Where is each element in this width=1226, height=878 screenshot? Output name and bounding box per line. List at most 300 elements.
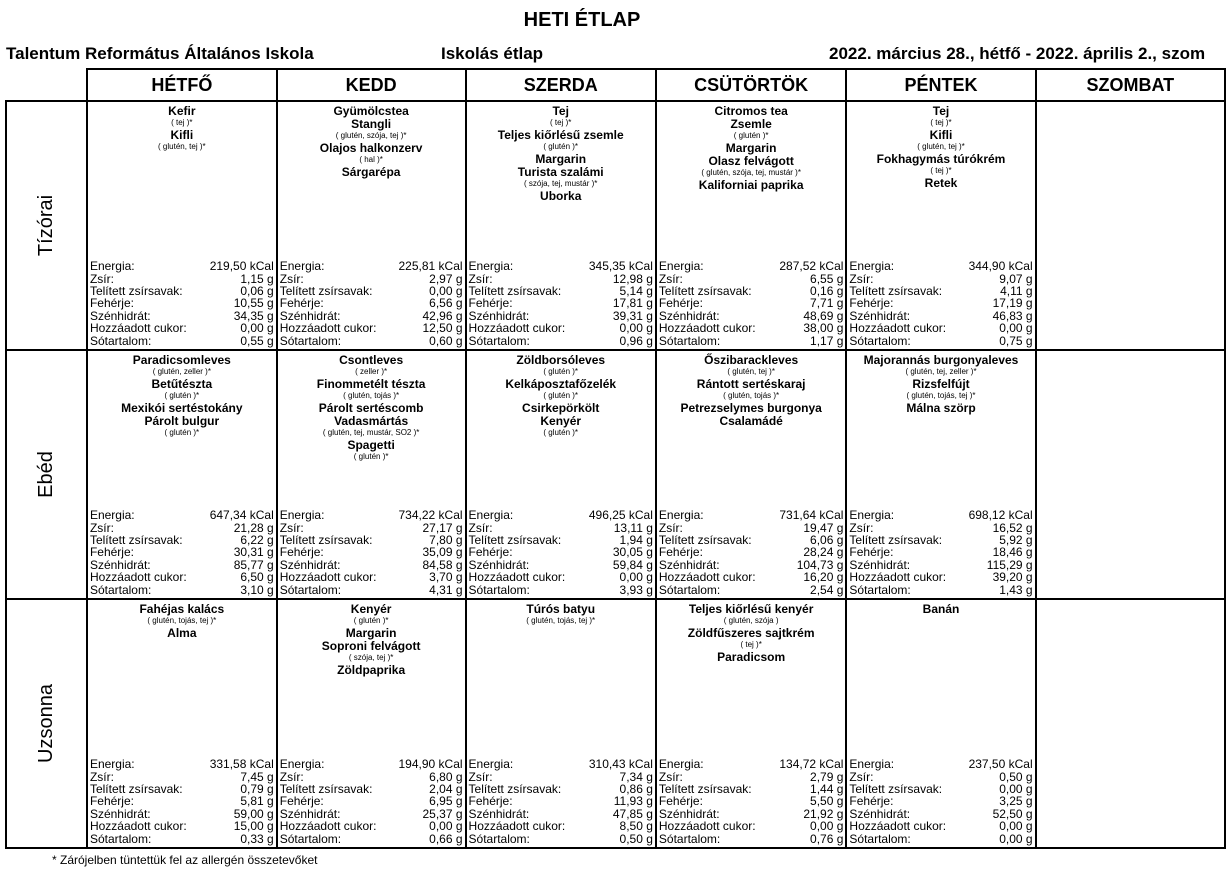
menu-cell <box>466 350 656 599</box>
nutrient-label: Sótartalom: <box>89 582 152 597</box>
nutrient-value: 0,00 g <box>999 831 1033 846</box>
dish-name: Kifli <box>170 128 194 142</box>
nutrition-row <box>469 571 653 583</box>
nutrition-row <box>849 335 1032 347</box>
nutrition-facts <box>280 260 463 347</box>
dish-name: Alma <box>167 626 197 640</box>
nutrient-value: 647,34 kCal <box>209 508 274 523</box>
nutrition-row <box>90 833 274 845</box>
nutrition-row <box>280 758 463 770</box>
menu-cell <box>846 350 1035 599</box>
dish-name: Teljes kiőrlésű zsemle <box>497 128 624 142</box>
menu-cell <box>656 101 847 350</box>
nutrition-row <box>280 820 463 832</box>
nutrient-value: 8,50 g <box>619 819 653 834</box>
nutrient-label: Hozzáadott cukor: <box>468 819 566 834</box>
nutrition-row <box>90 758 274 770</box>
nutrient-label: Fehérje: <box>849 545 894 560</box>
allergen-note: ( glutén )* <box>543 367 579 376</box>
nutrient-label: Sótartalom: <box>468 831 530 846</box>
dish-name: Kenyér <box>350 602 392 616</box>
allergen-note: ( glutén )* <box>733 131 769 140</box>
nutrient-label: Telített zsírsavak: <box>468 781 562 796</box>
nutrient-label: Energia: <box>468 259 514 274</box>
nutrition-row <box>469 833 653 845</box>
nutrition-row <box>90 546 274 558</box>
nutrition-row <box>469 322 653 334</box>
nutrition-row <box>659 758 844 770</box>
menu-cell <box>1036 101 1225 350</box>
dish-list <box>847 102 1034 190</box>
nutrient-value: 38,00 g <box>803 321 844 336</box>
nutrient-value: 0,00 g <box>999 321 1033 336</box>
dish-name: Stangli <box>351 117 392 131</box>
dish-list <box>657 600 846 664</box>
nutrient-label: Hozzáadott cukor: <box>849 570 947 585</box>
day-header-row <box>6 69 1225 101</box>
nutrition-facts <box>849 758 1032 845</box>
dish-name: Csalamádé <box>719 414 783 428</box>
nutrient-value: 6,22 g <box>240 532 274 547</box>
dish-name: Fahéjas kalács <box>139 602 225 616</box>
menu-cell <box>846 599 1035 848</box>
allergen-note: ( glutén, szója ) <box>723 616 779 625</box>
nutrition-row <box>659 546 844 558</box>
nutrition-facts <box>90 758 274 845</box>
nutrient-value: 0,86 g <box>619 781 653 796</box>
nutrient-label: Sótartalom: <box>658 582 721 597</box>
nutrient-label: Energia: <box>89 259 135 274</box>
nutrient-value: 731,64 kCal <box>779 508 844 523</box>
nutrition-facts <box>90 260 274 347</box>
menu-cell <box>277 350 466 599</box>
nutrient-value: 25,37 g <box>422 806 463 821</box>
nutrient-value: 12,98 g <box>612 271 653 286</box>
nutrient-value: 0,00 g <box>619 321 653 336</box>
dish-name: Turista szalámi <box>517 165 604 179</box>
nutrient-label: Fehérje: <box>279 296 324 311</box>
allergen-note: ( szója, tej, mustár )* <box>524 179 598 188</box>
nutrient-label: Szénhidrát: <box>89 806 151 821</box>
nutrition-row <box>849 297 1032 309</box>
dish-name: Rántott sertéskaraj <box>696 377 806 391</box>
nutrition-row <box>469 297 653 309</box>
nutrient-label: Energia: <box>468 757 514 772</box>
nutrient-value: 59,00 g <box>233 806 274 821</box>
nutrient-label: Zsír: <box>468 520 493 535</box>
dish-name: Paradicsomleves <box>132 353 231 367</box>
nutrient-value: 30,31 g <box>233 545 274 560</box>
nutrient-label: Fehérje: <box>658 794 703 809</box>
dish-list <box>467 102 655 203</box>
nutrient-value: 5,81 g <box>240 794 274 809</box>
nutrient-label: Hozzáadott cukor: <box>279 321 377 336</box>
nutrient-label: Energia: <box>849 259 895 274</box>
nutrition-row <box>280 795 463 807</box>
dish-name: Betűtészta <box>151 377 213 391</box>
dish-name: Petrezselymes burgonya <box>680 401 822 415</box>
nutrient-value: 698,12 kCal <box>968 508 1033 523</box>
dish-list <box>1037 351 1224 354</box>
dish-list <box>847 600 1034 616</box>
day-header: HÉTFŐ <box>87 69 277 101</box>
nutrient-label: Zsír: <box>279 520 304 535</box>
allergen-note: ( glutén )* <box>543 142 579 151</box>
allergen-note: ( glutén, szója, tej, mustár )* <box>701 168 801 177</box>
nutrient-label: Fehérje: <box>658 296 703 311</box>
nutrient-label: Fehérje: <box>468 545 513 560</box>
nutrition-row <box>849 820 1032 832</box>
nutrient-label: Fehérje: <box>849 794 894 809</box>
nutrient-value: 7,34 g <box>619 769 653 784</box>
nutrient-label: Telített zsírsavak: <box>279 781 373 796</box>
nutrient-value: 0,75 g <box>999 333 1033 348</box>
nutrient-value: 10,55 g <box>233 296 274 311</box>
nutrition-facts <box>659 260 844 347</box>
nutrient-label: Hozzáadott cukor: <box>658 570 756 585</box>
nutrient-label: Szénhidrát: <box>658 308 720 323</box>
nutrient-label: Energia: <box>849 757 895 772</box>
nutrient-label: Fehérje: <box>89 545 134 560</box>
dish-name: Párolt sertéscomb <box>318 401 424 415</box>
nutrition-row <box>469 584 653 596</box>
nutrient-value: 3,93 g <box>619 582 653 597</box>
nutrient-value: 46,83 g <box>992 308 1033 323</box>
allergen-note: ( szója, tej )* <box>348 653 394 662</box>
nutrient-label: Szénhidrát: <box>658 806 720 821</box>
nutrient-value: 0,00 g <box>429 819 463 834</box>
nutrient-label: Sótartalom: <box>279 582 342 597</box>
nutrient-label: Fehérje: <box>658 545 703 560</box>
nutrient-value: 48,69 g <box>803 308 844 323</box>
nutrient-value: 1,17 g <box>810 333 844 348</box>
dish-name: Csirkepörkölt <box>522 401 600 415</box>
nutrition-row <box>90 584 274 596</box>
nutrient-label: Telített zsírsavak: <box>658 532 752 547</box>
nutrition-row <box>90 297 274 309</box>
nutrient-label: Telített zsírsavak: <box>468 532 562 547</box>
nutrition-row <box>849 584 1032 596</box>
nutrient-value: 84,58 g <box>422 557 463 572</box>
nutrition-facts <box>659 758 844 845</box>
dish-name: Sárgarépa <box>341 165 401 179</box>
nutrition-row <box>659 571 844 583</box>
allergen-note: ( tej )* <box>550 118 572 127</box>
nutrition-row <box>849 758 1032 770</box>
nutrient-value: 2,79 g <box>810 769 844 784</box>
nutrient-label: Fehérje: <box>468 794 513 809</box>
page-title: HETI ÉTLAP <box>523 9 641 31</box>
menu-table <box>5 68 1226 849</box>
nutrient-label: Sótartalom: <box>849 582 911 597</box>
nutrient-label: Energia: <box>89 757 135 772</box>
nutrient-value: 5,50 g <box>810 794 844 809</box>
dish-name: Retek <box>924 176 958 190</box>
nutrition-row <box>659 322 844 334</box>
nutrition-row <box>469 820 653 832</box>
allergen-note: ( zeller )* <box>355 367 388 376</box>
nutrient-value: 104,73 g <box>796 557 844 572</box>
meal-row <box>6 350 1225 599</box>
day-header: CSÜTÖRTÖK <box>656 69 847 101</box>
allergen-note: ( tej )* <box>930 118 952 127</box>
allergen-note: ( glutén, tej, zeller )* <box>905 367 977 376</box>
dish-list <box>657 102 846 192</box>
nutrition-row <box>469 335 653 347</box>
dish-list <box>88 102 276 151</box>
nutrient-value: 35,09 g <box>422 545 463 560</box>
nutrient-label: Energia: <box>658 259 704 274</box>
allergen-footnote: * Zárójelben tüntettük fel az allergén összetevőket <box>52 853 318 867</box>
nutrient-label: Sótartalom: <box>849 333 911 348</box>
nutrient-value: 5,14 g <box>619 283 653 298</box>
nutrient-label: Zsír: <box>658 271 683 286</box>
nutrient-label: Sótartalom: <box>89 831 152 846</box>
nutrition-row <box>659 820 844 832</box>
meal-label: Ebéd <box>34 451 57 498</box>
nutrition-row <box>659 795 844 807</box>
nutrient-value: 3,25 g <box>999 794 1033 809</box>
dish-name: Zöldpaprika <box>337 663 406 677</box>
nutrition-row <box>469 758 653 770</box>
nutrient-label: Zsír: <box>279 271 304 286</box>
dish-name: Paradicsom <box>717 650 786 664</box>
nutrient-value: 237,50 kCal <box>968 757 1033 772</box>
nutrient-label: Szénhidrát: <box>279 806 341 821</box>
menu-cell <box>87 350 277 599</box>
nutrient-label: Hozzáadott cukor: <box>849 819 947 834</box>
menu-cell <box>656 350 847 599</box>
nutrient-value: 0,76 g <box>810 831 844 846</box>
nutrition-row <box>280 509 463 521</box>
allergen-note: ( tej )* <box>740 640 762 649</box>
nutrient-value: 0,50 g <box>619 831 653 846</box>
nutrient-value: 59,84 g <box>612 557 653 572</box>
nutrient-value: 0,00 g <box>810 819 844 834</box>
nutrition-row <box>659 509 844 521</box>
meal-row <box>6 599 1225 848</box>
nutrient-value: 27,17 g <box>422 520 463 535</box>
nutrient-label: Szénhidrát: <box>658 557 720 572</box>
nutrient-value: 11,93 g <box>613 794 653 809</box>
nutrient-value: 4,11 g <box>1000 283 1033 298</box>
nutrient-label: Zsír: <box>849 769 874 784</box>
menu-cell <box>1036 350 1225 599</box>
nutrient-label: Hozzáadott cukor: <box>658 819 756 834</box>
nutrient-value: 15,00 g <box>233 819 274 834</box>
nutrient-label: Hozzáadott cukor: <box>279 819 377 834</box>
nutrient-label: Zsír: <box>658 520 683 535</box>
nutrition-row <box>849 509 1032 521</box>
nutrition-row <box>849 322 1032 334</box>
nutrient-label: Hozzáadott cukor: <box>89 570 187 585</box>
nutrient-value: 0,06 g <box>240 283 274 298</box>
nutrition-row <box>280 584 463 596</box>
dish-list <box>88 600 276 640</box>
menu-cell <box>87 599 277 848</box>
nutrient-label: Sótartalom: <box>468 582 530 597</box>
nutrient-label: Telített zsírsavak: <box>849 283 943 298</box>
nutrient-value: 7,45 g <box>240 769 274 784</box>
nutrition-facts <box>849 509 1032 596</box>
school-name: Talentum Református Általános Iskola <box>6 44 314 63</box>
nutrition-row <box>849 260 1032 272</box>
nutrition-row <box>90 820 274 832</box>
nutrient-label: Fehérje: <box>89 794 134 809</box>
nutrient-value: 6,80 g <box>429 769 463 784</box>
nutrient-value: 345,35 kCal <box>588 259 653 274</box>
nutrient-label: Telített zsírsavak: <box>849 781 943 796</box>
nutrition-row <box>280 571 463 583</box>
nutrient-label: Szénhidrát: <box>849 308 911 323</box>
nutrient-label: Telített zsírsavak: <box>849 532 943 547</box>
allergen-note: ( glutén, zeller )* <box>152 367 211 376</box>
allergen-note: ( glutén, tojás )* <box>343 391 400 400</box>
nutrient-label: Hozzáadott cukor: <box>89 819 187 834</box>
nutrient-label: Szénhidrát: <box>279 557 341 572</box>
nutrient-value: 310,43 kCal <box>588 757 653 772</box>
nutrient-label: Szénhidrát: <box>89 557 151 572</box>
nutrition-facts <box>659 509 844 596</box>
nutrient-label: Energia: <box>279 259 325 274</box>
dish-name: Margarin <box>345 626 397 640</box>
dish-name: Zöldfűszeres sajtkrém <box>687 626 815 640</box>
nutrient-value: 17,81 g <box>612 296 653 311</box>
menu-cell <box>846 101 1035 350</box>
allergen-note: ( glutén, tojás, tej )* <box>906 391 976 400</box>
nutrient-value: 0,60 g <box>429 333 463 348</box>
nutrient-value: 0,00 g <box>999 819 1033 834</box>
nutrient-value: 219,50 kCal <box>209 259 274 274</box>
nutrition-row <box>90 335 274 347</box>
nutrient-label: Szénhidrát: <box>468 308 530 323</box>
nutrient-label: Hozzáadott cukor: <box>849 321 947 336</box>
nutrition-row <box>469 546 653 558</box>
nutrient-label: Energia: <box>468 508 514 523</box>
nutrient-value: 3,10 g <box>240 582 274 597</box>
meal-label-cell <box>6 599 87 848</box>
dish-list <box>278 102 465 179</box>
nutrient-value: 9,07 g <box>999 271 1033 286</box>
meal-row <box>6 101 1225 350</box>
nutrient-label: Telített zsírsavak: <box>89 283 183 298</box>
nutrition-row <box>90 571 274 583</box>
menu-type: Iskolás étlap <box>441 44 544 63</box>
allergen-note: ( glutén, tojás, tej )* <box>526 616 596 625</box>
nutrition-row <box>280 833 463 845</box>
dish-name: Fokhagymás túrókrém <box>876 152 1006 166</box>
nutrient-label: Telített zsírsavak: <box>89 532 183 547</box>
allergen-note: ( glutén )* <box>543 391 579 400</box>
nutrient-value: 1,43 g <box>999 582 1033 597</box>
dish-name: Tej <box>552 104 569 118</box>
nutrient-value: 194,90 kCal <box>398 757 463 772</box>
nutrient-value: 4,31 g <box>429 582 463 597</box>
nutrient-label: Sótartalom: <box>89 333 152 348</box>
nutrient-value: 0,96 g <box>619 333 653 348</box>
nutrient-value: 21,28 g <box>233 520 274 535</box>
dish-name: Margarin <box>725 141 777 155</box>
nutrient-label: Hozzáadott cukor: <box>658 321 756 336</box>
nutrient-label: Telített zsírsavak: <box>658 283 752 298</box>
nutrient-value: 52,50 g <box>992 806 1033 821</box>
nutrient-label: Zsír: <box>468 769 493 784</box>
allergen-note: ( glutén, tojás )* <box>723 391 780 400</box>
nutrient-label: Fehérje: <box>279 545 324 560</box>
nutrient-label: Zsír: <box>849 520 874 535</box>
nutrient-value: 2,97 g <box>429 271 463 286</box>
dish-name: Túrós batyu <box>526 602 596 616</box>
dish-name: Zöldborsóleves <box>516 353 606 367</box>
allergen-note: ( tej )* <box>930 166 952 175</box>
nutrient-label: Zsír: <box>89 769 114 784</box>
dish-list <box>88 351 276 437</box>
dish-list <box>1037 102 1224 105</box>
allergen-note: ( glutén, tojás, tej )* <box>147 616 217 625</box>
nutrition-facts <box>280 509 463 596</box>
nutrient-value: 0,00 g <box>619 570 653 585</box>
dish-name: Mexikói sertéstokány <box>121 401 243 415</box>
nutrient-value: 734,22 kCal <box>398 508 463 523</box>
allergen-note: ( glutén )* <box>353 616 389 625</box>
nutrient-value: 42,96 g <box>422 308 463 323</box>
nutrient-value: 34,35 g <box>233 308 274 323</box>
nutrition-row <box>849 795 1032 807</box>
nutrient-value: 2,54 g <box>810 582 844 597</box>
nutrient-value: 0,00 g <box>999 781 1033 796</box>
dish-list <box>278 600 465 677</box>
nutrient-value: 3,70 g <box>429 570 463 585</box>
nutrient-label: Energia: <box>279 757 325 772</box>
nutrient-value: 1,44 g <box>810 781 844 796</box>
nutrient-label: Sótartalom: <box>468 333 530 348</box>
nutrient-label: Szénhidrát: <box>468 806 530 821</box>
nutrient-value: 287,52 kCal <box>779 259 844 274</box>
nutrient-label: Szénhidrát: <box>468 557 530 572</box>
dish-name: Uborka <box>540 189 582 203</box>
nutrient-label: Energia: <box>658 757 704 772</box>
date-range: 2022. március 28., hétfő - 2022. április 2., szom <box>829 44 1206 63</box>
nutrient-label: Energia: <box>658 508 704 523</box>
nutrient-value: 16,52 g <box>992 520 1033 535</box>
nutrient-value: 496,25 kCal <box>588 508 653 523</box>
nutrient-label: Zsír: <box>658 769 683 784</box>
dish-name: Margarin <box>535 152 587 166</box>
nutrient-value: 225,81 kCal <box>398 259 463 274</box>
nutrition-facts <box>469 260 653 347</box>
nutrient-label: Hozzáadott cukor: <box>468 321 566 336</box>
dish-name: Gyümölcstea <box>333 104 409 118</box>
meal-label: Uzsonna <box>34 684 57 763</box>
nutrition-facts <box>469 758 653 845</box>
nutrient-label: Zsír: <box>89 271 114 286</box>
nutrition-row <box>849 571 1032 583</box>
nutrient-value: 39,20 g <box>992 570 1033 585</box>
nutrition-row <box>280 335 463 347</box>
allergen-note: ( glutén, tej )* <box>158 142 206 151</box>
nutrient-value: 16,20 g <box>803 570 844 585</box>
nutrition-row <box>469 260 653 272</box>
dish-name: Kaliforniai paprika <box>698 178 804 192</box>
dish-name: Soproni felvágott <box>321 639 421 653</box>
nutrient-label: Hozzáadott cukor: <box>468 570 566 585</box>
dish-list <box>278 351 465 461</box>
day-header: KEDD <box>277 69 466 101</box>
nutrient-label: Fehérje: <box>849 296 894 311</box>
nutrient-label: Sótartalom: <box>658 333 721 348</box>
dish-name: Olajos halkonzerv <box>319 141 423 155</box>
nutrient-value: 0,79 g <box>240 781 274 796</box>
